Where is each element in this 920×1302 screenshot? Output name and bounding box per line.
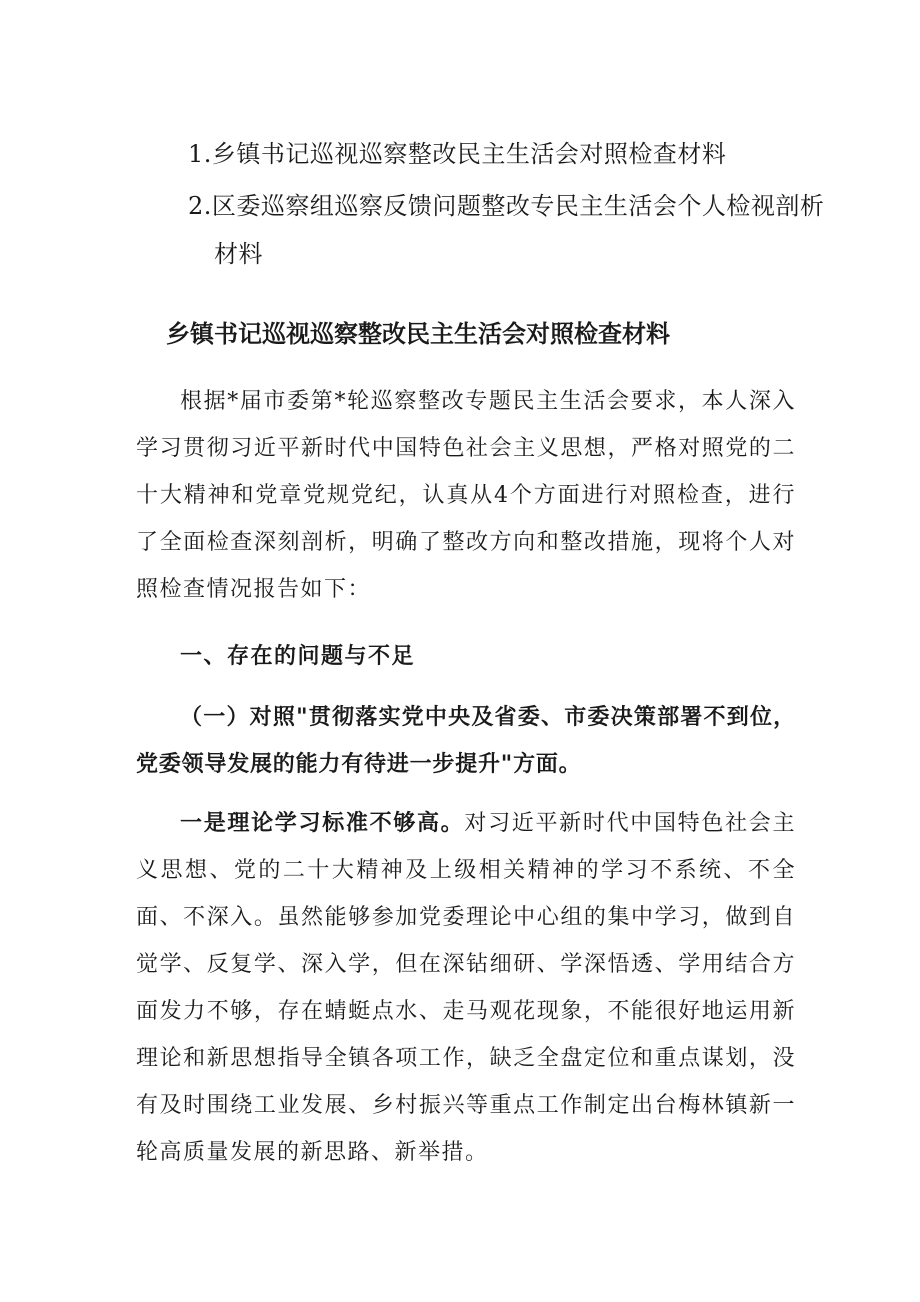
- document-title: 乡镇书记巡视巡察整改民主生活会对照检查材料: [166, 320, 670, 348]
- intro-block: [136, 378, 796, 613]
- toc-item-2: 2.区委巡察组巡察反馈问题整改专民主生活会个人检视剖析: [188, 192, 825, 220]
- toc-item-1: 1.乡镇书记巡视巡察整改民主生活会对照检查材料: [188, 140, 727, 168]
- point-lead: 一是理论学习标准不够高。: [180, 810, 465, 836]
- intro-paragraph: 根据*届市委第*轮巡察整改专题民主生活会要求，本人深入学习贯彻习近平新时代中国特色社会主义思想，严格对照党的二十大精神和党章党规党纪，认真从4个方面进行对照检查，进行了全面检查深刻剖析，明确了整改方向和整改措施，现将个人对照检查情况报告如下：: [136, 389, 796, 602]
- point-body: 对习近平新时代中国特色社会主义思想、党的二十大精神及上级相关精神的学习不系统、不全面、不深入。虽然能够参加党委理论中心组的集中学习，做到自觉学、反复学、深入学，但在深钻细研、学深悟透、学用结合方面发力不够，存在蜻蜓点水、走马观花现象，不能很好地运用新理论和新思想指导全镇各项工作，缺乏全盘定位和重点谋划，没有及时围绕工业发展、乡村振兴等重点工作制定出台梅林镇新一轮高质量发展的新思路、新举措。: [136, 811, 796, 1165]
- table-of-contents: [188, 136, 848, 272]
- subsection-heading: （一）对照"贯彻落实党中央及省委、市委决策部署不到位，党委领导发展的能力有待进一步提升"方面。: [136, 704, 796, 777]
- subsection-block: [136, 694, 796, 788]
- point-block: [136, 800, 796, 1176]
- point-paragraph: [136, 800, 796, 1176]
- toc-item-2-continuation: 材料: [214, 240, 263, 268]
- section-heading: 一、存在的问题与不足: [180, 643, 416, 669]
